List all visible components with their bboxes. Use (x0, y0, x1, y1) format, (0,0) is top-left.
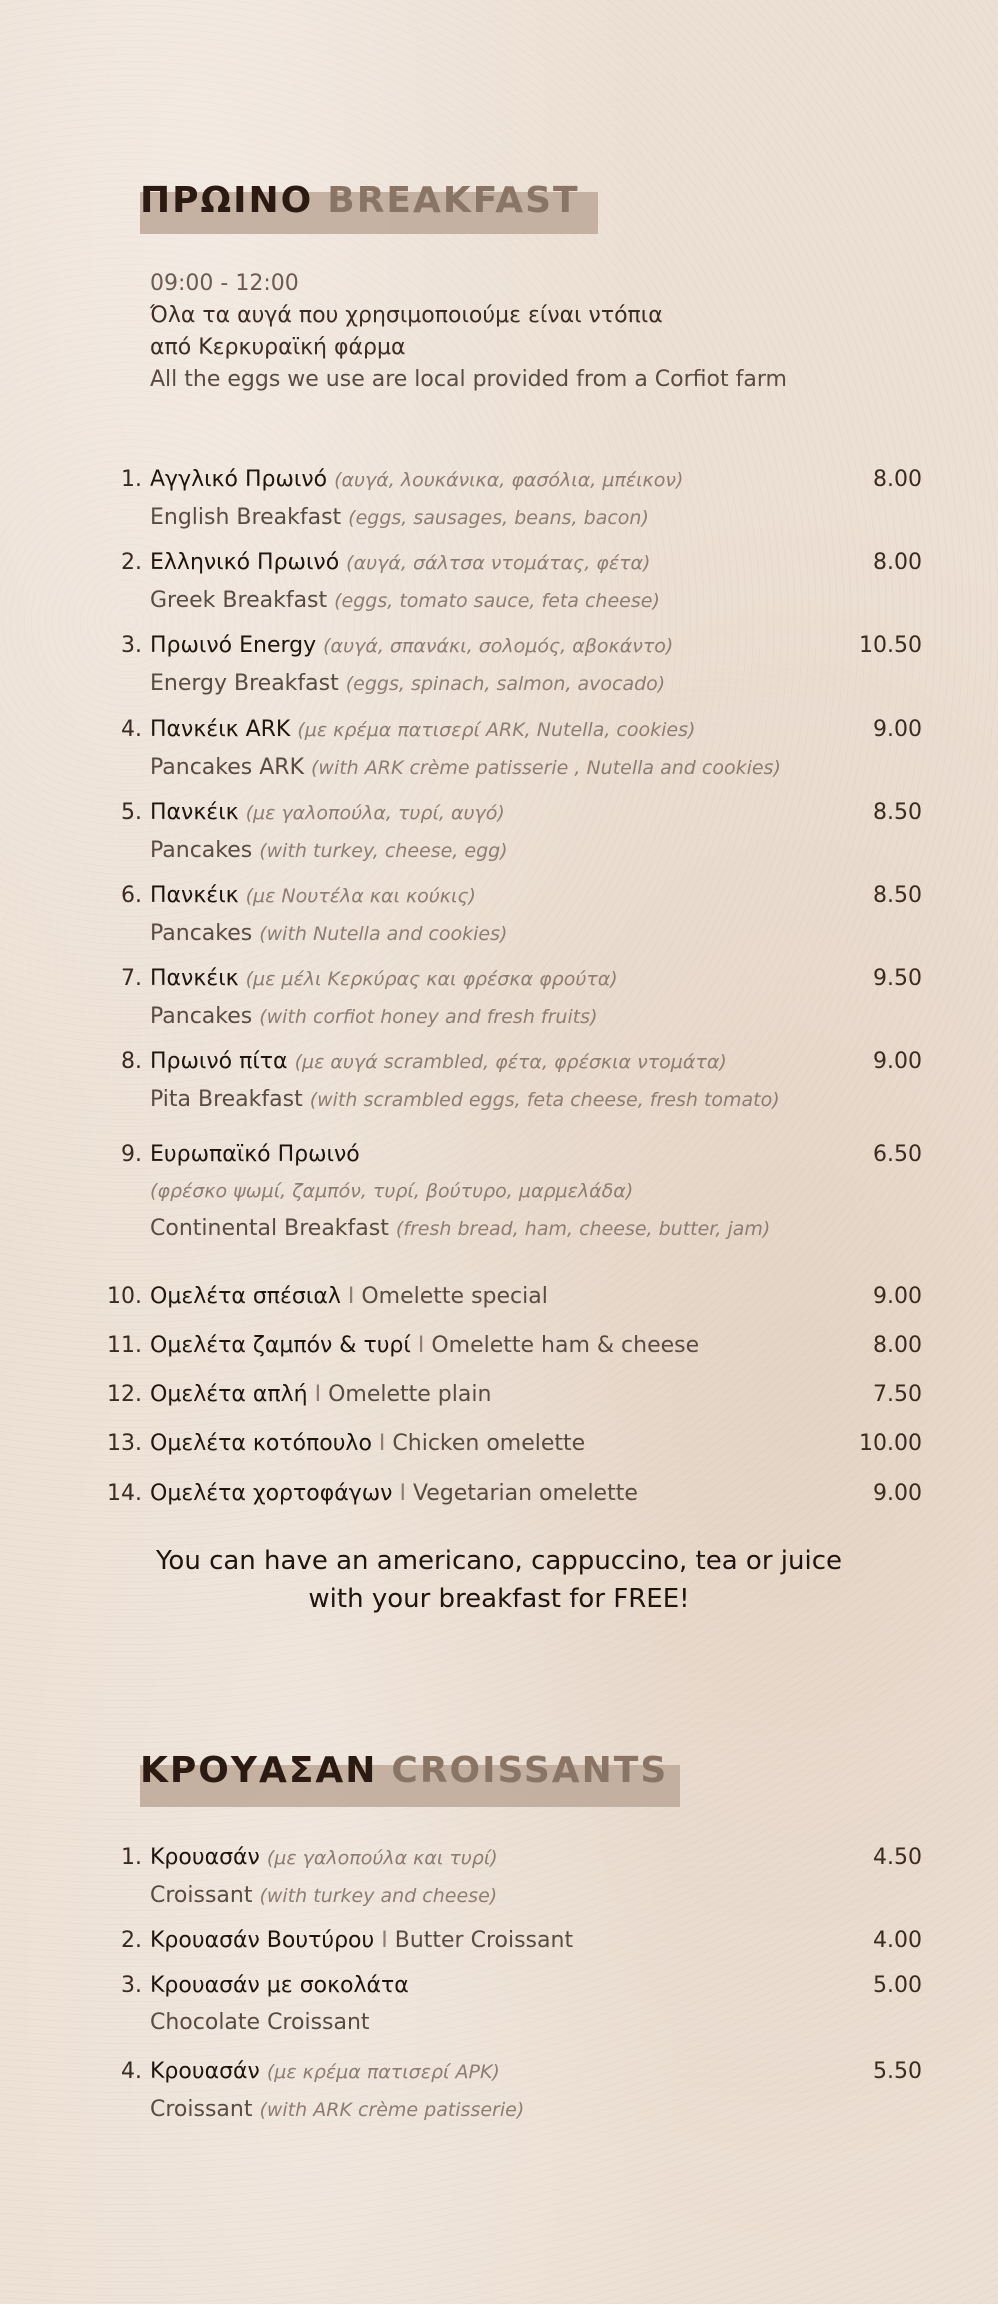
item-desc-greek: (αυγά, σάλτσα ντομάτας, φέτα) (346, 552, 651, 574)
item-name-greek: Ομελέτα σπέσιαλ (150, 1284, 341, 1309)
item-price: 9.50 (873, 966, 922, 991)
item-desc-greek: (αυγά, λουκάνικα, φασόλια, μπέικον) (334, 469, 684, 491)
item-desc-english: (with turkey, cheese, egg) (259, 840, 508, 862)
item-desc-greek: (με γαλοπούλα, τυρί, αυγό) (245, 802, 505, 824)
item-price: 8.50 (873, 800, 922, 825)
croissants-title-english: CROISSANTS (391, 1750, 669, 1791)
free-drink-line-2: with your breakfast for FREE! (308, 1584, 690, 1614)
item-price: 8.00 (873, 467, 922, 492)
item-name-english: Croissant (150, 1883, 253, 1908)
item-name-greek: Πανκέικ ARK (150, 717, 291, 742)
intro-english: All the eggs we use are local provided from a Corfiot farm (150, 367, 787, 392)
item-price: 5.50 (873, 2059, 922, 2084)
item-desc-english: (eggs, tomato sauce, feta cheese) (334, 590, 660, 612)
item-desc-english: (with turkey and cheese) (259, 1885, 498, 1907)
item-name-english: Croissant (150, 2097, 253, 2122)
item-name-greek: Πανκέικ (150, 800, 239, 825)
item-price: 5.00 (873, 1973, 922, 1998)
item-name-greek: Πρωινό πίτα (150, 1049, 288, 1074)
croissants-title-greek: ΚΡΟΥΑΣΑΝ (140, 1750, 378, 1791)
item-desc-english: (fresh bread, ham, cheese, butter, jam) (395, 1218, 771, 1240)
item-price: 8.50 (873, 883, 922, 908)
item-desc-greek: (με κρέμα πατισερί ΑΡΚ) (266, 2061, 500, 2083)
item-name-english: Omelette special (361, 1284, 548, 1309)
item-price: 8.00 (873, 550, 922, 575)
item-number: 8. (121, 1049, 142, 1074)
item-desc-greek: (με αυγά scrambled, φέτα, φρέσκια ντομάτα) (294, 1051, 727, 1073)
item-price: 9.00 (873, 717, 922, 742)
item-price: 9.00 (873, 1049, 922, 1074)
item-number: 6. (121, 883, 142, 908)
separator: I (417, 1333, 425, 1358)
breakfast-intro (150, 268, 787, 396)
item-number: 9. (121, 1142, 142, 1167)
item-name-greek: Ομελέτα απλή (150, 1382, 308, 1407)
item-name-greek: Ομελέτα χορτοφάγων (150, 1481, 393, 1506)
item-desc-greek: (αυγά, σπανάκι, σολομός, αβοκάντο) (323, 635, 674, 657)
item-price: 8.00 (873, 1333, 922, 1358)
item-name-english: Continental Breakfast (150, 1216, 389, 1241)
item-name-greek: Πρωινό Energy (150, 633, 317, 658)
intro-greek-line-1: Όλα τα αυγά που χρησιμοποιούμε είναι ντόπια (150, 303, 663, 328)
item-name-english: Greek Breakfast (150, 588, 328, 613)
item-desc-english: (with scrambled eggs, feta cheese, fresh tomato) (309, 1089, 780, 1111)
item-price: 9.00 (873, 1481, 922, 1506)
item-desc-english: (with corfiot honey and fresh fruits) (259, 1006, 598, 1028)
item-desc-greek: (με μέλι Κερκύρας και φρέσκα φρούτα) (245, 968, 618, 990)
item-name-english: Omelette ham & cheese (431, 1333, 700, 1358)
separator: I (378, 1431, 386, 1456)
item-desc-greek: (με Νουτέλα και κούκις) (245, 885, 476, 907)
breakfast-section-title (140, 180, 580, 221)
item-name-english: Pita Breakfast (150, 1087, 303, 1112)
item-name-english: Pancakes (150, 838, 253, 863)
breakfast-title-english: BREAKFAST (327, 180, 580, 221)
item-name-greek: Ευρωπαϊκό Πρωινό (150, 1142, 360, 1167)
item-desc-english: (with Nutella and cookies) (259, 923, 508, 945)
item-desc-greek: (φρέσκο ψωμί, ζαμπόν, τυρί, βούτυρο, μαρμελάδα) (150, 1180, 634, 1202)
item-name-english: Chocolate Croissant (150, 2010, 370, 2035)
item-name-english: Omelette plain (328, 1382, 492, 1407)
breakfast-hours: 09:00 - 12:00 (150, 271, 299, 296)
item-number: 10. (107, 1284, 142, 1309)
item-desc-greek: (με γαλοπούλα και τυρί) (266, 1847, 498, 1869)
item-name-greek: Ομελέτα κοτόπουλο (150, 1431, 372, 1456)
item-number: 3. (121, 1973, 142, 1998)
item-number: 4. (121, 717, 142, 742)
item-number: 2. (121, 1928, 142, 1953)
item-number: 14. (107, 1481, 142, 1506)
separator: I (399, 1481, 406, 1506)
item-name-english: English Breakfast (150, 505, 342, 530)
item-price: 4.50 (873, 1845, 922, 1870)
item-name-english: Pancakes ARK (150, 755, 304, 780)
item-name-greek: Ελληνικό Πρωινό (150, 550, 340, 575)
item-number: 12. (107, 1382, 142, 1407)
item-name-greek: Πανκέικ (150, 966, 239, 991)
item-price: 10.50 (859, 633, 922, 658)
item-desc-english: (with ARK crème patisserie , Nutella and cookies) (311, 757, 781, 779)
item-name-english: Energy Breakfast (150, 671, 339, 696)
item-name-english: Butter Croissant (394, 1928, 574, 1953)
item-price: 9.00 (873, 1284, 922, 1309)
item-name-greek: Κρουασάν (150, 1845, 260, 1870)
item-price: 4.00 (873, 1928, 922, 1953)
item-number: 1. (121, 467, 142, 492)
item-number: 4. (121, 2059, 142, 2084)
item-desc-english: (with ARK crème patisserie) (259, 2099, 525, 2121)
separator: I (347, 1284, 355, 1309)
item-desc-greek: (με κρέμα πατισερί ARK, Nutella, cookies) (297, 719, 696, 741)
item-name-english: Pancakes (150, 921, 253, 946)
croissants-section-title (140, 1750, 668, 1791)
item-price: 7.50 (873, 1382, 922, 1407)
breakfast-title-greek: ΠΡΩΙΝΟ (140, 180, 314, 221)
intro-greek-line-2: από Κερκυραϊκή φάρμα (150, 335, 406, 360)
item-name-greek: Πανκέικ (150, 883, 239, 908)
item-name-english: Pancakes (150, 1004, 253, 1029)
item-number: 13. (107, 1431, 142, 1456)
item-name-english: Chicken omelette (392, 1431, 586, 1456)
item-name-greek: Αγγλικό Πρωινό (150, 467, 328, 492)
item-desc-english: (eggs, sausages, beans, bacon) (348, 507, 649, 529)
item-number: 1. (121, 1845, 142, 1870)
item-number: 11. (107, 1333, 142, 1358)
item-name-english: Vegetarian omelette (412, 1481, 638, 1506)
separator: I (314, 1382, 322, 1407)
item-number: 5. (121, 800, 142, 825)
free-drink-line-1: You can have an americano, cappuccino, tea or juice (155, 1546, 842, 1576)
item-name-greek: Ομελέτα ζαμπόν & τυρί (150, 1333, 411, 1358)
item-number: 2. (121, 550, 142, 575)
item-desc-english: (eggs, spinach, salmon, avocado) (345, 673, 666, 695)
item-price: 10.00 (859, 1431, 922, 1456)
item-name-greek: Κρουασάν (150, 2059, 260, 2084)
item-number: 7. (121, 966, 142, 991)
free-drink-note (0, 1542, 998, 1618)
separator: I (381, 1928, 388, 1953)
item-price: 6.50 (873, 1142, 922, 1167)
item-number: 3. (121, 633, 142, 658)
item-name-greek: Κρουασάν Βουτύρου (150, 1928, 375, 1953)
item-name-greek: Κρουασάν με σοκολάτα (150, 1973, 409, 1998)
